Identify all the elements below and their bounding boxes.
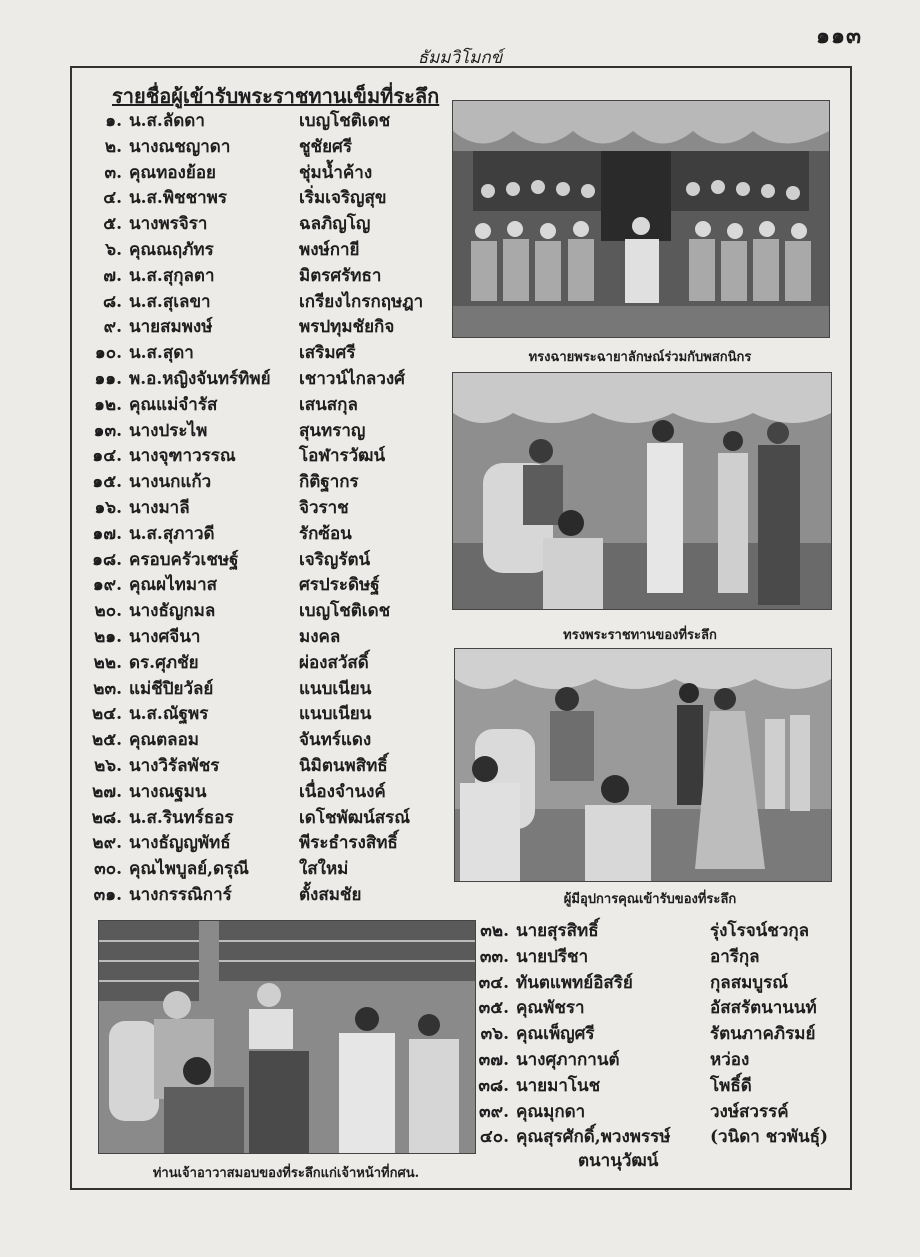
recipient-first-name: คุณทองย้อย: [129, 162, 216, 183]
recipient-last-name: พีระธำรงสิทธิ์: [299, 833, 398, 854]
recipient-row: [67, 650, 427, 676]
recipient-row: [454, 1099, 814, 1125]
recipient-last-name: พรปทุมชัยกิจ: [299, 317, 395, 338]
recipient-number: ๕.: [103, 214, 122, 235]
recipient-row: [67, 547, 427, 573]
recipient-row: [454, 1073, 814, 1099]
recipient-last-name: เดโชพัฒน์สรณ์: [299, 807, 410, 828]
recipient-number: ๑๐.: [94, 343, 122, 364]
recipient-last-name: หว่อง: [710, 1050, 750, 1070]
recipient-last-name: ใสใหม่: [299, 859, 349, 880]
recipient-number: ๑๘.: [92, 549, 122, 570]
recipient-first-name: น.ส.สุดา: [129, 343, 194, 364]
recipient-number: ๗.: [103, 265, 122, 286]
recipient-row: [454, 995, 817, 1021]
recipient-first-name: ครอบครัวเชษฐ์: [129, 549, 239, 570]
recipient-last-name: เกรียงไกรกฤษฎา: [299, 291, 424, 312]
recipient-last-name: ชุ่มน้ำค้าง: [299, 162, 373, 183]
recipient-last-name: รัตนภาคภิรมย์: [710, 1024, 816, 1045]
recipient-last-name: โอฬารวัฒน์: [299, 446, 386, 467]
recipient-row: [67, 495, 427, 521]
photo-caption-3: ผู้มีอุปการคุณเข้ารับของที่ระลึก: [563, 892, 737, 907]
page-number: ๑๑๓: [816, 23, 862, 49]
recipient-number: ๒๒.: [93, 652, 122, 673]
recipient-first-name: นายสุรสิทธิ์: [516, 921, 599, 941]
recipient-row: [454, 918, 814, 944]
recipient-row: [454, 1047, 814, 1073]
recipient-row: [454, 970, 814, 996]
recipient-number: ๓๔.: [478, 972, 509, 993]
recipient-number: ๓๑.: [93, 885, 122, 905]
photo-caption-4: ท่านเจ้าอาวาสมอบของที่ระลึกแก่เจ้าหน้าที่กศน.: [152, 1166, 420, 1181]
photo-caption-2: ทรงพระราชทานของที่ระลึก: [563, 628, 717, 643]
recipient-last-name: นิมิตนพสิทธิ์: [299, 756, 388, 776]
recipient-row: [67, 392, 427, 418]
recipient-number: ๒๘.: [91, 807, 122, 828]
recipient-last-name: เบญโชติเดช: [299, 111, 391, 131]
abbot-photo: [98, 920, 476, 1154]
recipient-row: [67, 443, 427, 469]
recipient-first-name: นางณชญาดา: [129, 136, 231, 157]
recipient-row: [67, 598, 427, 624]
running-header: ธัมมวิโมกข์: [417, 48, 503, 68]
recipient-row: [67, 701, 427, 727]
recipient-row: [67, 572, 427, 598]
recipient-first-name: นายสมพงษ์: [129, 317, 213, 338]
recipient-last-name: เนื่องจำนงค์: [299, 781, 386, 802]
recipient-row: [67, 805, 427, 831]
presentation-photo: [452, 372, 832, 610]
recipient-last-name: จันทร์แดง: [299, 730, 372, 751]
recipient-first-name: น.ส.รินทร์ธอร: [129, 807, 234, 828]
recipient-number: ๓๗.: [478, 1050, 509, 1070]
recipient-row: [454, 1124, 829, 1150]
recipient-first-name: นายมาโนช: [516, 1075, 601, 1096]
recipient-number: ๑๓.: [93, 420, 122, 441]
recipient-last-name: โพธิ์ดี: [710, 1075, 752, 1096]
recipient-row: [67, 211, 427, 237]
recipient-number: ๓๙.: [479, 1101, 509, 1122]
recipient-first-name: คุณมุกดา: [516, 1101, 586, 1122]
recipient-number: ๑๗.: [92, 523, 122, 544]
recipient-number: ๑๖.: [94, 498, 122, 518]
recipient-number: ๑๙.: [92, 575, 122, 596]
recipient-first-name: น.ส.พิชชาพร: [129, 188, 227, 209]
recipient-number: ๑๔.: [92, 446, 122, 467]
recipient-last-name: เสนสกุล: [299, 394, 358, 415]
recipient-row: [67, 676, 427, 702]
recipient-last-name: เสริมศรี: [299, 343, 356, 364]
patrons-photo: [454, 648, 832, 882]
recipient-row: [67, 340, 427, 366]
recipient-row: [67, 289, 427, 315]
recipient-number: ๙.: [103, 317, 122, 338]
recipient-row: [67, 314, 427, 340]
recipient-last-name: ฉลภิญโญ: [299, 214, 371, 235]
recipient-last-name: ชูชัยศรี: [299, 136, 352, 157]
recipient-first-name: นางวิรัลพัชร: [129, 756, 220, 776]
recipient-number: ๖.: [105, 240, 122, 260]
photo-caption-1: ทรงฉายพระฉายาลักษณ์ร่วมกับพสกนิกร: [528, 350, 752, 365]
recipient-first-name: นางศุภากานต์: [516, 1050, 620, 1070]
recipient-number: ๓๖.: [480, 1024, 509, 1045]
group-photo: [452, 100, 830, 338]
presentation-photo-image: [453, 373, 831, 609]
recipient-number: ๒๕.: [92, 730, 122, 751]
recipient-number: ๑๕.: [92, 472, 122, 493]
recipient-row: [67, 418, 427, 444]
recipient-first-name: น.ส.ณัฐพร: [129, 704, 209, 725]
recipient-last-name: มงคล: [299, 627, 341, 647]
recipient-row: [67, 185, 427, 211]
recipient-last-name: รักซ้อน: [299, 523, 352, 544]
recipient-last-name: อัสสรัตนานนท์: [710, 998, 817, 1019]
recipient-first-name: คุณไพบูลย์,ดรุณี: [129, 859, 249, 880]
recipient-first-name: นางพรจิรา: [129, 214, 208, 235]
recipient-last-name: พงษ์กายี: [299, 240, 360, 260]
recipient-row: [67, 469, 427, 495]
recipient-last-name: ตั้งสมชัย: [299, 885, 362, 905]
recipient-first-name: น.ส.ลัดดา: [129, 111, 205, 131]
recipient-first-name: แม่ชีปิยวัลย์: [129, 678, 214, 699]
abbot-photo-image: [99, 921, 475, 1153]
recipient-row: [67, 830, 427, 856]
recipient-first-name: นางมาลี: [129, 498, 190, 518]
recipient-last-name: แนบเนียน: [299, 704, 372, 725]
recipient-first-name: นางธัญกมล: [129, 601, 216, 622]
recipient-row: [67, 160, 427, 186]
recipient-last-name: กุลสมบูรณ์: [710, 972, 788, 993]
recipient-first-name: คุณณฤภัทร: [129, 240, 214, 260]
recipient-row: [454, 944, 814, 970]
recipient-number: ๒.: [104, 136, 122, 157]
recipient-last-name: เชาวน์ไกลวงศ์: [299, 369, 405, 389]
recipient-first-name: นางศจีนา: [129, 627, 201, 647]
recipient-last-name: รุ่งโรจน์ชวกุล: [710, 921, 810, 941]
recipient-last-name: อารีกุล: [710, 946, 760, 967]
recipient-last-name: แนบเนียน: [299, 678, 372, 699]
recipient-number: ๒๓.: [93, 678, 122, 699]
recipient-last-name: วงษ์สวรรค์: [710, 1101, 789, 1122]
group-photo-image: [453, 101, 829, 337]
recipient-row: [454, 1021, 814, 1047]
recipient-number: ๑.: [105, 111, 122, 131]
recipient-number: ๒๐.: [94, 601, 122, 622]
recipient-last-name: มิตรศรัทธา: [299, 265, 382, 286]
recipient-number: ๓๓.: [479, 946, 509, 967]
list-title: รายชื่อผู้เข้ารับพระราชทานเข็มที่ระลึก: [112, 84, 440, 108]
recipient-number: ๒๔.: [92, 704, 122, 725]
recipient-number: ๓.: [104, 162, 122, 183]
recipient-40-continuation: ตนานุวัฒน์: [578, 1151, 659, 1171]
recipient-number: ๓๕.: [478, 998, 509, 1019]
recipient-number: ๑๑.: [94, 369, 122, 389]
recipient-first-name: นางจุฑาวรรณ: [129, 446, 236, 467]
recipient-row: [67, 779, 427, 805]
recipient-number: ๒๖.: [94, 756, 122, 776]
recipient-row: [67, 882, 427, 908]
recipient-last-name: เจริญรัตน์: [299, 549, 371, 570]
recipient-row: [67, 237, 427, 263]
recipient-row: [67, 624, 427, 650]
recipient-first-name: น.ส.สุเลขา: [129, 291, 211, 312]
recipient-row: [67, 727, 427, 753]
recipient-number: ๓๘.: [478, 1075, 509, 1096]
recipient-last-name: เบญโชติเดช: [299, 601, 391, 622]
recipient-number: ๓๐.: [94, 859, 122, 880]
recipient-first-name: นางณฐมน: [129, 781, 207, 802]
recipient-number: ๒๙.: [92, 833, 122, 854]
recipient-last-name: กิติฐากร: [299, 472, 359, 493]
patrons-photo-image: [455, 649, 831, 881]
recipient-last-name: จิวราช: [299, 498, 349, 518]
recipient-row: [67, 856, 427, 882]
recipient-number: ๘.: [102, 291, 122, 312]
recipient-first-name: ทันตแพทย์อิสริย์: [516, 972, 633, 993]
recipient-last-name: (วนิดา ชวพันธุ์): [710, 1127, 829, 1148]
recipient-last-name: เริ่มเจริญสุข: [299, 188, 387, 209]
recipient-row: [67, 108, 427, 134]
recipient-number: ๓๒.: [480, 921, 509, 941]
recipient-first-name: คุณเพ็ญศรี: [516, 1024, 595, 1045]
recipient-first-name: คุณผไทมาส: [129, 575, 217, 596]
recipient-first-name: น.ส.สุกุลตา: [129, 265, 215, 286]
recipient-number: ๒๑.: [94, 627, 122, 647]
recipient-row: [67, 134, 427, 160]
recipient-first-name: คุณพัชรา: [516, 998, 585, 1019]
recipient-first-name: คุณสุรศักดิ์,พวงพรรษ์: [516, 1127, 671, 1148]
recipient-first-name: นางธัญญพัทธ์: [129, 833, 231, 854]
recipient-row: [67, 366, 427, 392]
recipient-row: [67, 521, 427, 547]
recipient-first-name: พ.อ.หญิงจันทร์ทิพย์: [129, 369, 271, 389]
recipient-first-name: นางนกแก้ว: [129, 472, 212, 493]
recipient-first-name: นางประไพ: [129, 420, 208, 441]
recipient-first-name: คุณแม่จำรัส: [129, 394, 218, 415]
recipient-last-name: ศรประดิษฐ์: [299, 575, 380, 596]
recipient-row: [67, 753, 427, 779]
recipient-first-name: น.ส.สุภาวดี: [129, 523, 215, 544]
recipient-first-name: นายปรีชา: [516, 946, 589, 967]
recipient-number: ๔.: [103, 188, 122, 209]
recipient-number: ๔๐.: [479, 1127, 509, 1148]
recipient-last-name: สุนทราญ: [299, 420, 366, 441]
recipient-row: [67, 263, 427, 289]
recipient-first-name: คุณตลอม: [129, 730, 200, 751]
recipient-first-name: ดร.ศุภชัย: [129, 652, 199, 673]
recipient-number: ๒๗.: [92, 781, 122, 802]
recipient-number: ๑๒.: [94, 394, 122, 415]
recipient-last-name: ผ่องสวัสดิ์: [299, 652, 369, 673]
recipient-first-name: นางกรรณิการ์: [129, 885, 232, 905]
